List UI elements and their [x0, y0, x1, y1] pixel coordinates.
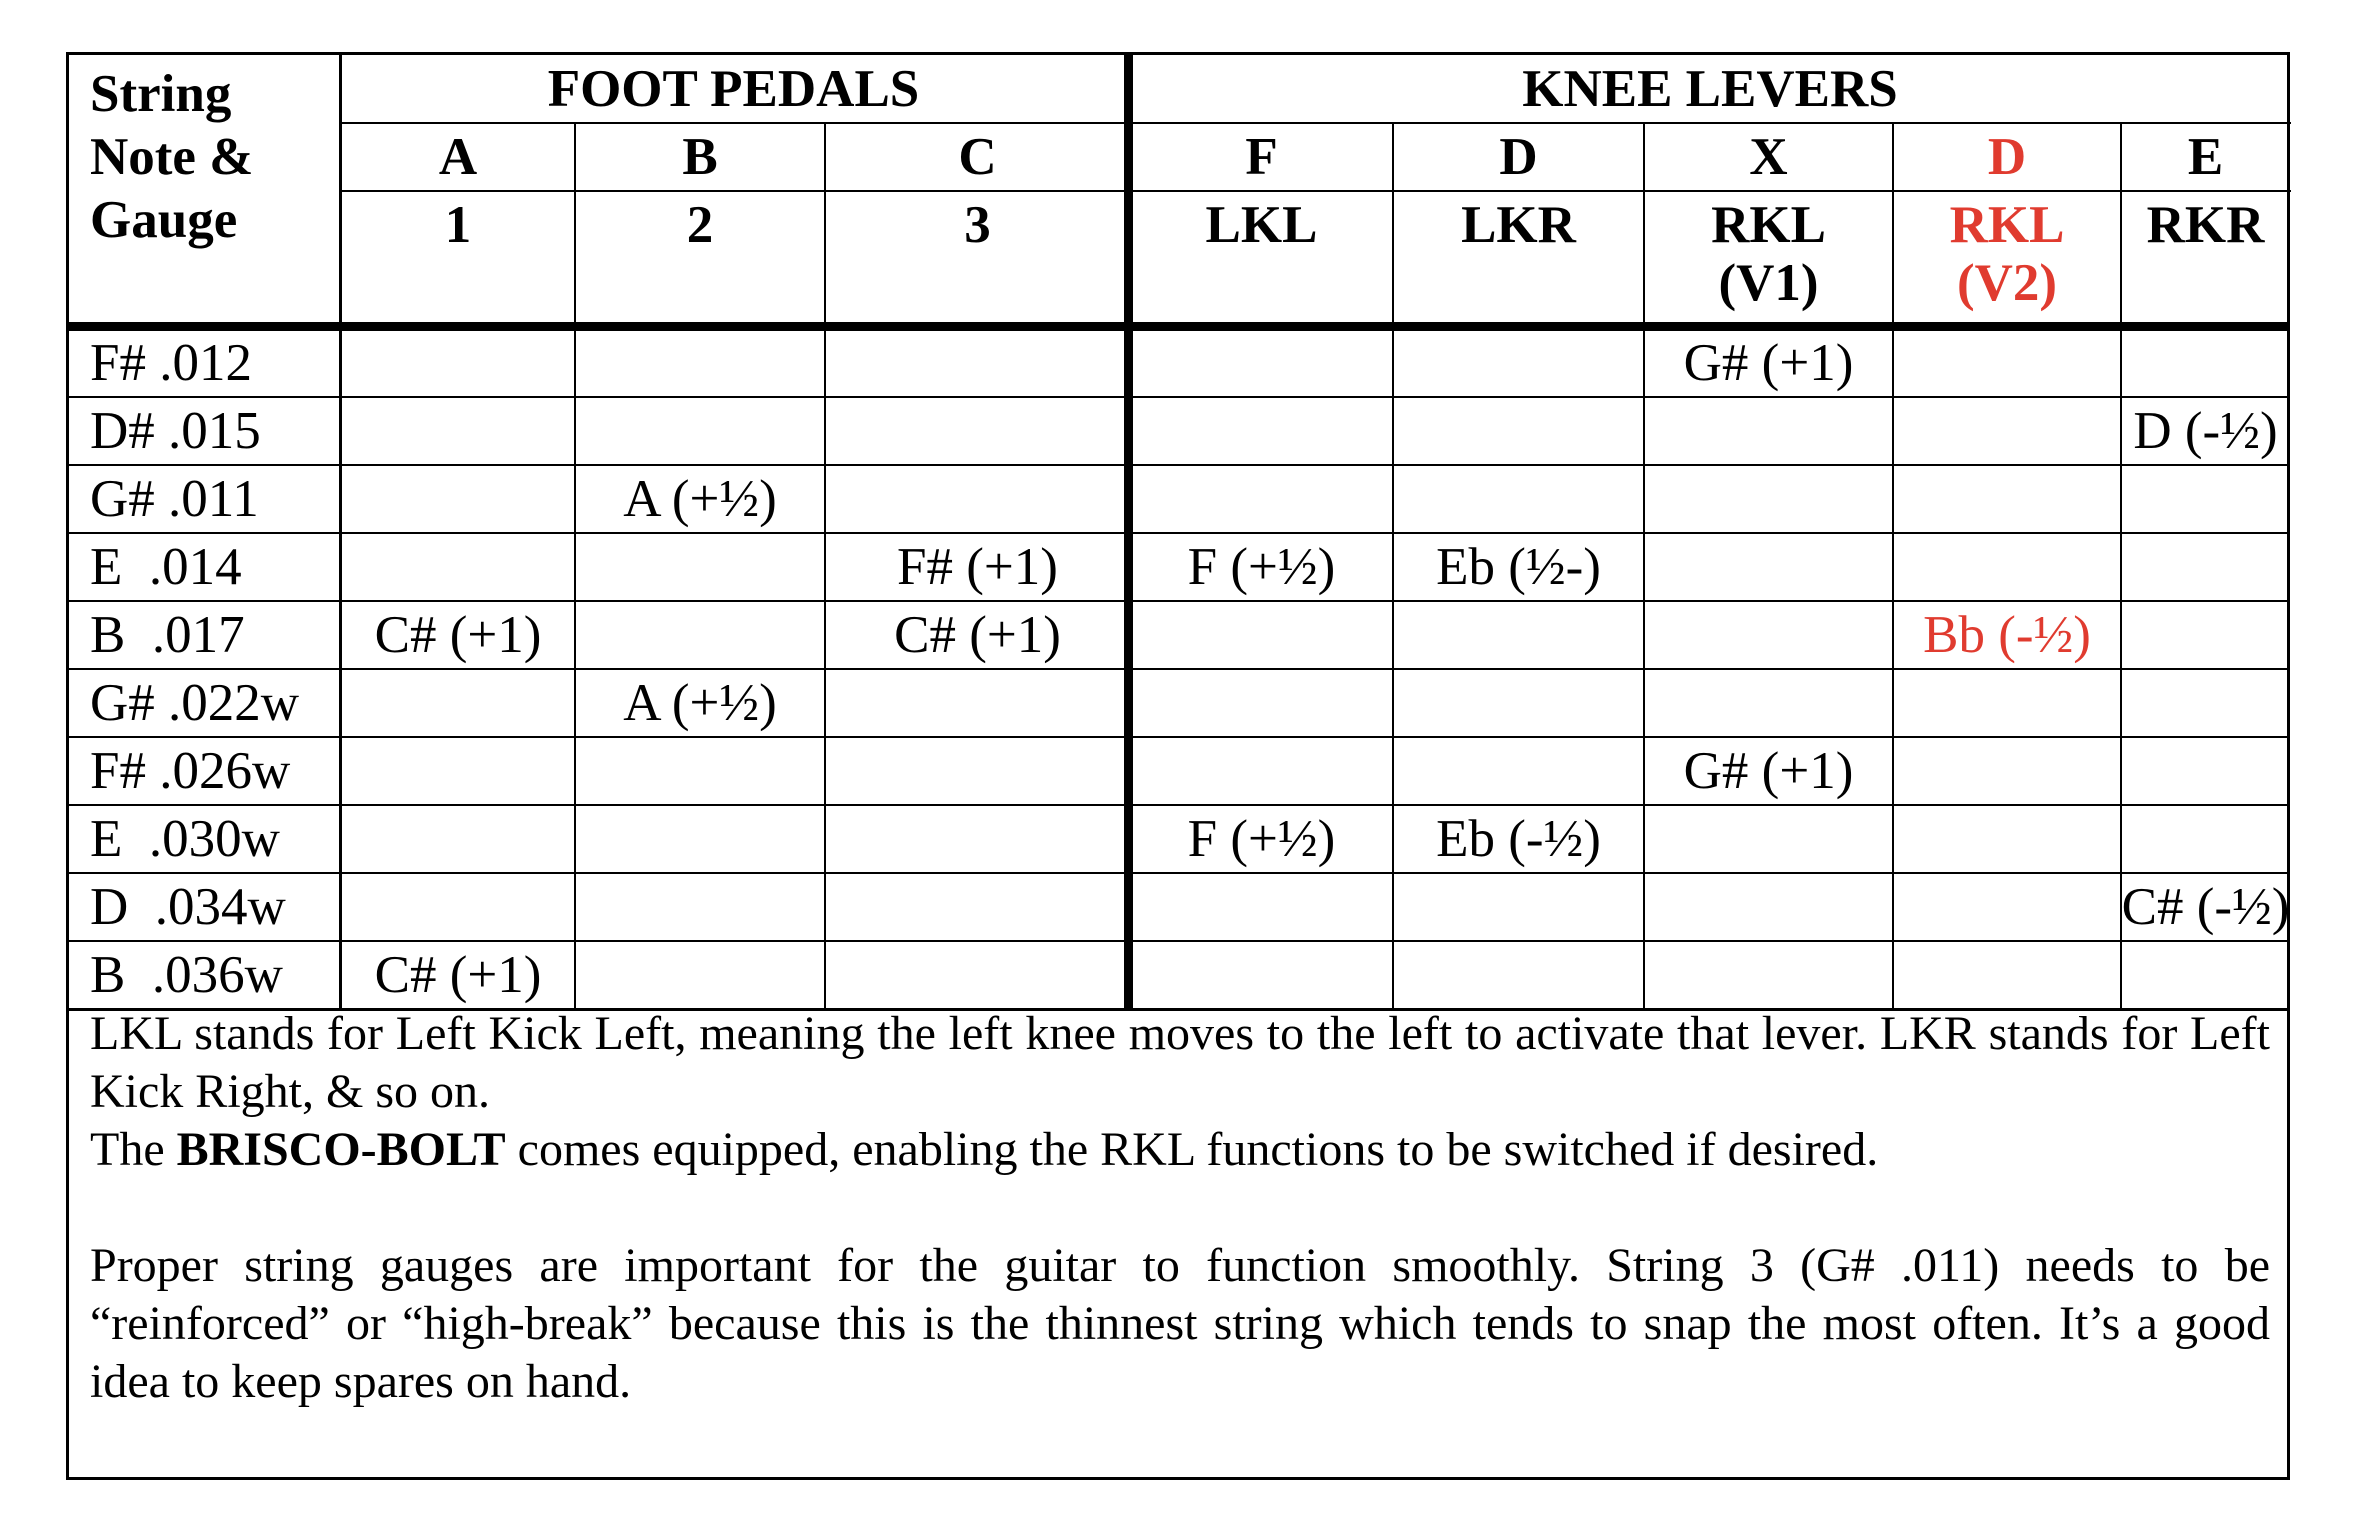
change-cell: A (+½)	[623, 469, 777, 528]
change-cell	[825, 330, 1130, 396]
change-cell	[341, 738, 575, 804]
change-cell	[1130, 874, 1393, 940]
change-cell	[2121, 466, 2290, 532]
notes-spacer	[90, 1179, 2270, 1237]
change-cell	[825, 398, 1130, 464]
change-cell: D (-½)	[2133, 401, 2278, 460]
corner-line-1: String	[90, 65, 232, 123]
change-cell	[341, 330, 575, 396]
change-cell	[1393, 466, 1644, 532]
change-cell	[341, 398, 575, 464]
change-cell	[2121, 942, 2290, 1008]
change-cell	[1393, 330, 1644, 396]
string-gauge-cell: E .030w	[90, 809, 280, 868]
column-sub-header: LKR	[1461, 195, 1576, 254]
column-letter-header: E	[2187, 127, 2224, 186]
change-cell	[575, 738, 825, 804]
change-cell	[1644, 670, 1893, 736]
change-cell	[2121, 806, 2290, 872]
corner-line-2: Note &	[90, 128, 254, 186]
notes-line-3: Proper string gauges are important for the guitar to function smoothly. String 3 (G# .011) needs to be “reinforced” or “high-break” because this is the thinnest string which tends to snap the most often. It’s a good idea to keep spares on hand.	[90, 1239, 2270, 1408]
change-cell	[1644, 942, 1893, 1008]
change-cell	[1893, 738, 2121, 804]
change-cell	[1893, 806, 2121, 872]
change-cell: G# (+1)	[1683, 741, 1854, 800]
corner-line-3: Gauge	[90, 191, 238, 249]
column-letter-header: F	[1245, 127, 1278, 186]
change-cell	[1893, 398, 2121, 464]
change-cell	[575, 330, 825, 396]
change-cell	[1393, 602, 1644, 668]
change-cell	[575, 602, 825, 668]
change-cell	[341, 670, 575, 736]
change-cell	[1393, 738, 1644, 804]
notes-line-2	[90, 1121, 2270, 1179]
change-cell	[341, 874, 575, 940]
column-version-header: (V1)	[1718, 253, 1819, 312]
change-cell	[1644, 398, 1893, 464]
column-sub-header: RKR	[2146, 195, 2265, 254]
change-cell	[825, 466, 1130, 532]
string-gauge-cell: F# .026w	[90, 741, 291, 800]
notes	[90, 1005, 2270, 1411]
string-gauge-cell: G# .011	[90, 469, 259, 528]
change-cell	[575, 534, 825, 600]
column-letter-header: D	[1499, 127, 1538, 186]
change-cell	[825, 874, 1130, 940]
column-sub-header: 3	[964, 195, 991, 254]
string-gauge-cell: D .034w	[90, 877, 286, 936]
change-cell	[575, 874, 825, 940]
foot-pedals-header: FOOT PEDALS	[547, 59, 920, 118]
change-cell: G# (+1)	[1683, 333, 1854, 392]
change-cell	[1644, 534, 1893, 600]
change-cell	[1644, 602, 1893, 668]
string-gauge-cell: G# .022w	[90, 673, 300, 732]
change-cell	[1644, 466, 1893, 532]
change-cell	[825, 942, 1130, 1008]
change-cell: Eb (½-)	[1436, 537, 1601, 596]
change-cell: C# (+1)	[894, 605, 1061, 664]
notes-line-1: LKL stands for Left Kick Left, meaning the left knee moves to the left to activate that lever. LKR stands for Left Kick Right, & so on.	[90, 1007, 2270, 1118]
notes-line-2-post: comes equipped, enabling the RKL functions to be switched if desired.	[505, 1123, 1879, 1176]
tuning-chart	[66, 52, 2290, 1480]
change-cell	[341, 466, 575, 532]
change-cell	[1130, 738, 1393, 804]
change-cell: F (+½)	[1187, 537, 1336, 596]
change-cell	[575, 398, 825, 464]
change-cell	[2121, 602, 2290, 668]
column-sub-header: RKL	[1949, 195, 2065, 254]
change-cell	[825, 670, 1130, 736]
change-cell	[1393, 670, 1644, 736]
change-cell: F (+½)	[1187, 809, 1336, 868]
change-cell	[341, 534, 575, 600]
change-cell	[575, 942, 825, 1008]
column-sub-header: 1	[444, 195, 472, 254]
column-sub-header: RKL	[1711, 195, 1826, 254]
column-letter-header: X	[1749, 127, 1788, 186]
change-cell	[825, 738, 1130, 804]
change-cell	[1393, 942, 1644, 1008]
change-cell	[1893, 942, 2121, 1008]
change-cell: C# (+1)	[374, 945, 542, 1004]
change-cell	[1644, 874, 1893, 940]
change-cell	[1644, 806, 1893, 872]
change-cell	[2121, 330, 2290, 396]
change-cell	[1130, 330, 1393, 396]
change-cell: Bb (-½)	[1923, 605, 2091, 664]
string-gauge-cell: E .014	[90, 537, 242, 596]
change-cell	[1130, 602, 1393, 668]
change-cell	[1893, 466, 2121, 532]
change-cell	[1893, 330, 2121, 396]
notes-line-2-pre: The	[90, 1123, 177, 1176]
change-cell	[1893, 670, 2121, 736]
change-cell: F# (+1)	[897, 537, 1058, 596]
change-cell: A (+½)	[623, 673, 777, 732]
column-version-header: (V2)	[1956, 253, 2058, 312]
knee-levers-header: KNEE LEVERS	[1522, 59, 1898, 118]
string-gauge-cell: D# .015	[90, 401, 261, 460]
change-cell	[1893, 534, 2121, 600]
change-cell	[2121, 738, 2290, 804]
column-letter-header: C	[958, 127, 997, 186]
change-cell	[575, 806, 825, 872]
change-cell	[1393, 874, 1644, 940]
change-cell	[1130, 466, 1393, 532]
change-cell	[2121, 534, 2290, 600]
column-letter-header: A	[438, 127, 478, 186]
change-cell	[341, 806, 575, 872]
change-cell	[1393, 398, 1644, 464]
change-cell	[1130, 670, 1393, 736]
change-cell: C# (-½)	[2121, 877, 2290, 936]
change-cell: Eb (-½)	[1436, 809, 1601, 868]
column-letter-header: B	[682, 127, 718, 186]
brisco-bolt-label: BRISCO-BOLT	[176, 1123, 506, 1176]
change-cell	[2121, 670, 2290, 736]
change-cell	[1130, 942, 1393, 1008]
string-gauge-cell: B .017	[90, 605, 245, 664]
column-letter-header: D	[1987, 127, 2027, 186]
column-sub-header: 2	[686, 195, 714, 254]
change-cell: C# (+1)	[374, 605, 542, 664]
string-note-gauge-header	[69, 55, 341, 325]
change-cell	[825, 806, 1130, 872]
column-sub-header: LKL	[1205, 195, 1318, 254]
change-cell	[1130, 398, 1393, 464]
string-gauge-cell: B .036w	[90, 945, 283, 1004]
string-gauge-cell: F# .012	[90, 333, 252, 392]
change-cell	[1893, 874, 2121, 940]
